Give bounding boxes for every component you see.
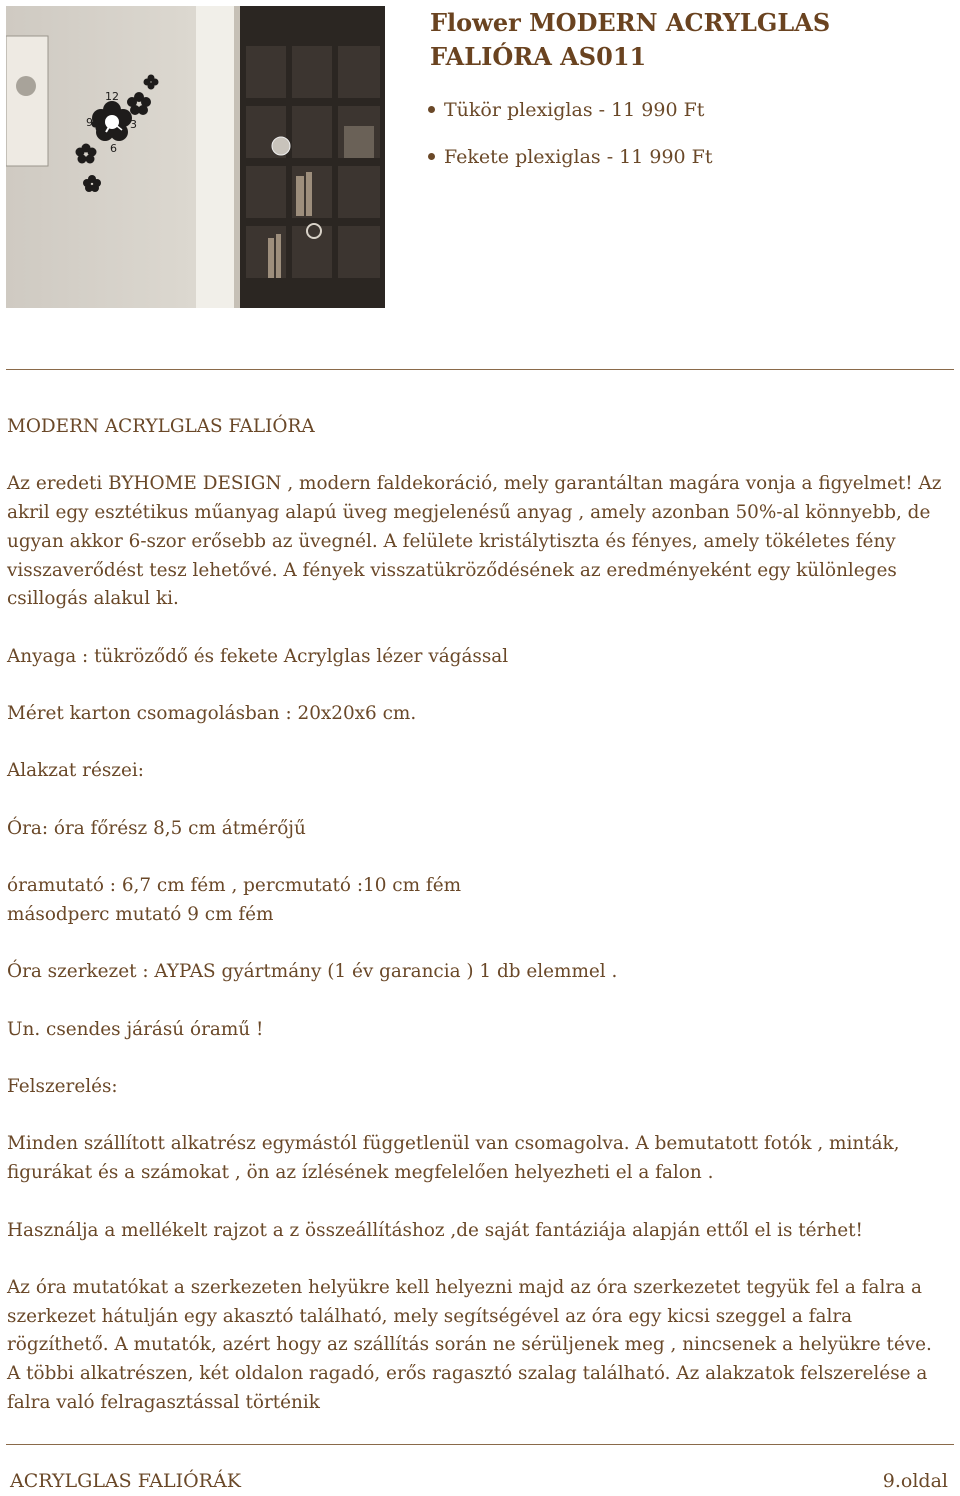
variant-item: Fekete plexiglas - 11 990 Ft xyxy=(426,142,713,189)
install-paragraph-2: Használja a mellékelt rajzot a z összeállításhoz ,de saját fantáziája alapján ettől el is térhet! xyxy=(7,1219,863,1241)
footer-catalog-name: ACRYLGLAS FALIÓRÁK xyxy=(10,1470,241,1492)
divider-bottom xyxy=(6,1444,954,1445)
install-heading: Felszerelés: xyxy=(7,1076,118,1098)
footer-page-number: 9.oldal xyxy=(882,1470,948,1492)
clock-numeral-3: 3 xyxy=(130,118,137,131)
silent-line: Un. csendes járású óramű ! xyxy=(7,1018,264,1040)
product-title: Flower MODERN ACRYLGLAS FALIÓRA AS011 xyxy=(430,8,831,71)
divider-top xyxy=(6,369,954,370)
clock-numeral-12: 12 xyxy=(105,90,119,103)
variant-list xyxy=(426,95,713,189)
install-paragraph-1: Minden szállított alkatrész egymástól függetlenül van csomagolva. A bemutatott fotók , minták, figurákat és a számokat , ön az ízlésének megfelelően helyezheti el a falon . xyxy=(7,1133,900,1184)
size-line: Méret karton csomagolásban : 20x20x6 cm. xyxy=(7,702,417,724)
clock-part-line: Óra: óra főrész 8,5 cm átmérőjű xyxy=(7,817,306,839)
material-line: Anyaga : tükröződő és fekete Acrylglas lézer vágással xyxy=(7,645,509,667)
variant-item: Tükör plexiglas - 11 990 Ft xyxy=(426,95,713,142)
mechanism-line: Óra szerkezet : AYPAS gyártmány (1 év garancia ) 1 db elemmel . xyxy=(7,961,618,983)
install-paragraph-3: Az óra mutatókat a szerkezeten helyükre kell helyezni majd az óra szerkezetet tegyük fel a falra a szerkezet hátulján egy akasztó található, mely segítségével az óra egy kicsi szeggel a falra rögzíthető. A mutatók, azért hogy az szállítás során ne sérüljenek meg , nincsenek a helyükre téve. A többi alkatrészen, két oldalon ragadó, erős ragasztó szalag található. Az alakzatok felszerelése a falra való felragasztással történik xyxy=(7,1276,932,1413)
clock-numeral-6: 6 xyxy=(110,142,117,155)
clock-numeral-9: 9 xyxy=(86,116,93,129)
hands-line-1: óramutató : 6,7 cm fém , percmutató :10 cm fém xyxy=(7,875,462,897)
description-intro: Az eredeti BYHOME DESIGN , modern faldekoráció, mely garantáltan magára vonja a figyelmet! Az akril egy esztétikus műanyag alapú üveg megjelenésű anyag , amely azonban 50%-al könnyebb, de ugyan akkor 6-szor erősebb az üvegnél. A felülete kristálytiszta és fényes, amely tökéletes fény visszaverődést tesz lehetővé. A fények visszatükröződésének az eredményeként egy különleges csillogás alakul ki. xyxy=(7,473,942,610)
description-heading: MODERN ACRYLGLAS FALIÓRA xyxy=(7,416,315,437)
hands-line-2: másodperc mutató 9 cm fém xyxy=(7,903,274,925)
product-photo xyxy=(6,6,385,308)
product-description xyxy=(7,413,947,1446)
parts-heading: Alakzat részei: xyxy=(7,760,144,782)
